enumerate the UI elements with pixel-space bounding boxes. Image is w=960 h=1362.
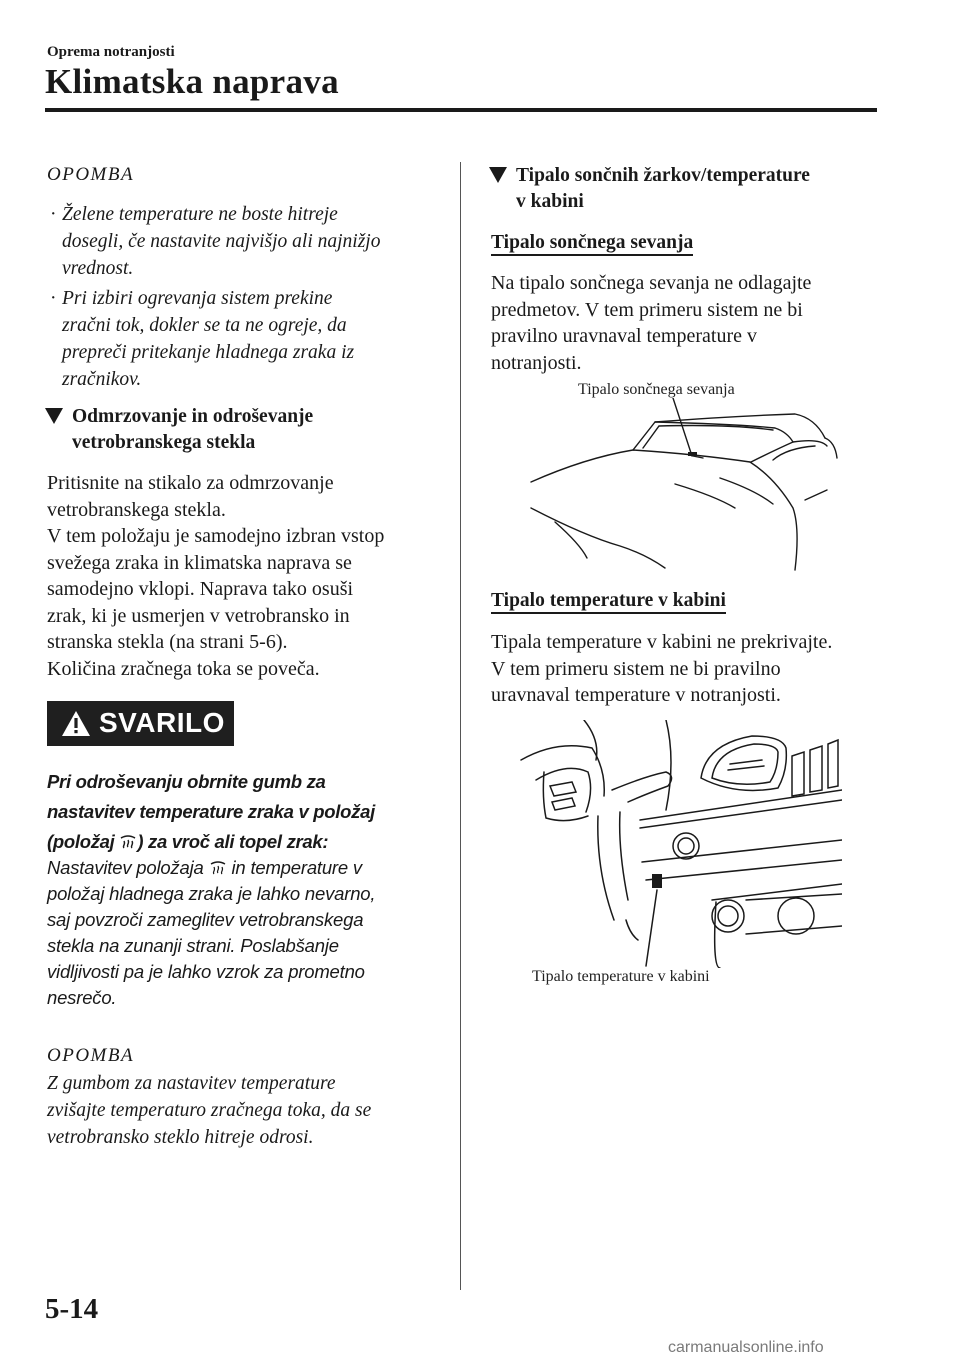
warning-bold-text bbox=[47, 767, 442, 857]
warning-line: saj povzroči zameglitev vetrobranskega bbox=[47, 909, 364, 930]
body-line: pravilno uravnaval temperature v bbox=[491, 325, 757, 347]
title-rule bbox=[45, 108, 877, 112]
warning-box bbox=[47, 701, 234, 746]
warning-text bbox=[47, 855, 442, 1011]
warning-fragment: in temperature v bbox=[226, 857, 362, 878]
note-bullet bbox=[47, 285, 442, 393]
body-line: predmetov. V tem primeru sistem ne bi bbox=[491, 298, 803, 321]
cabin-temp-heading-text: Tipalo temperature v kabini bbox=[491, 590, 726, 614]
chapter-title: Klimatska naprava bbox=[45, 62, 339, 101]
dashboard-illustration bbox=[516, 720, 842, 968]
bullet-dot: · bbox=[50, 288, 57, 309]
heading-line: Odmrzovanje in odroševanje bbox=[72, 406, 314, 427]
note-line: zračnikov. bbox=[62, 369, 142, 390]
bullet-dot: · bbox=[50, 204, 57, 225]
body-line: V tem položaju je samodejno izbran vstop bbox=[47, 525, 385, 547]
body-line: notranjosti. bbox=[491, 351, 582, 374]
note-line: zračni tok, dokler se ta ne ogreje, da bbox=[62, 315, 347, 336]
warning-bold-line bbox=[47, 827, 442, 857]
body-line: Na tipalo sončnega sevanja ne odlagajte bbox=[491, 272, 812, 294]
warning-bold-fragment: ) za vroč ali topel zrak: bbox=[137, 831, 329, 852]
note-line: Pri izbiri ogrevanja sistem prekine bbox=[62, 288, 333, 309]
warning-fragment: Nastavitev položaja bbox=[47, 857, 209, 878]
note-text bbox=[47, 1070, 442, 1151]
defrost-body bbox=[47, 470, 442, 682]
warning-line: nesrečo. bbox=[47, 987, 117, 1008]
warning-bold-line: Pri odroševanju obrnite gumb za bbox=[47, 771, 326, 792]
note-bullet bbox=[47, 201, 442, 282]
heading-line: Tipalo sončnih žarkov/temperature bbox=[516, 165, 810, 186]
column-divider bbox=[460, 162, 461, 1290]
note-line: Z gumbom za nastavitev temperature bbox=[47, 1073, 336, 1094]
note-line: dosegli, če nastavite najvišjo ali najnižjo bbox=[62, 231, 381, 252]
note-line: vetrobransko steklo hitreje odrosi. bbox=[47, 1127, 314, 1148]
windshield-defrost-icon bbox=[119, 833, 137, 849]
page-number: 5-14 bbox=[45, 1293, 99, 1325]
sunload-body bbox=[491, 270, 891, 376]
body-line: Pritisnite na stikalo za odmrzovanje bbox=[47, 472, 334, 494]
warning-line: vidljivosti pa je lahko vzrok za prometno bbox=[47, 961, 365, 982]
sunload-heading-text: Tipalo sončnega sevanja bbox=[491, 232, 693, 256]
warning-bold-line: nastavitev temperature zraka v položaj bbox=[47, 801, 375, 822]
note-line: prepreči pritekanje hladnega zraka iz bbox=[62, 342, 355, 363]
body-line: stranska stekla (na strani 5-6). bbox=[47, 631, 288, 653]
sunload-sensor-heading bbox=[491, 232, 693, 256]
warning-triangle-icon bbox=[61, 710, 91, 737]
body-line: V tem primeru sistem ne bi pravilno bbox=[491, 657, 781, 680]
cabin-temp-figure-caption: Tipalo temperature v kabini bbox=[532, 968, 710, 985]
body-line: svežega zraka in klimatska naprava se bbox=[47, 551, 352, 574]
note-bullet-list bbox=[47, 201, 442, 393]
windshield-defrost-icon bbox=[209, 859, 227, 875]
body-line: uravnaval temperature v notranjosti. bbox=[491, 684, 781, 706]
warning-line: položaj hladnega zraka je lahko nevarno, bbox=[47, 883, 376, 904]
heading-line: v kabini bbox=[516, 191, 584, 212]
cabin-temp-body bbox=[491, 629, 891, 709]
body-line: vetrobranskega stekla. bbox=[47, 498, 226, 521]
note-line: zvišajte temperaturo zračnega toka, da se bbox=[47, 1100, 372, 1121]
car-windshield-illustration bbox=[525, 398, 840, 574]
warning-line: stekla na zunanji strani. Poslabšanje bbox=[47, 935, 339, 956]
sunload-figure-caption: Tipalo sončnega sevanja bbox=[578, 381, 735, 398]
watermark: carmanualsonline.info bbox=[668, 1339, 824, 1356]
note-heading: OPOMBA bbox=[47, 1045, 135, 1066]
body-line: samodejno vklopi. Naprava tako osuši bbox=[47, 578, 354, 600]
triangle-marker-icon bbox=[45, 408, 63, 424]
note-heading: OPOMBA bbox=[47, 164, 135, 185]
warning-label: SVARILO bbox=[99, 707, 225, 738]
sensors-heading bbox=[491, 163, 901, 215]
body-line: Količina zračnega toka se poveča. bbox=[47, 657, 320, 680]
body-line: Tipala temperature v kabini ne prekrivajte. bbox=[491, 631, 833, 653]
body-line: zrak, ki je usmerjen v vetrobransko in bbox=[47, 604, 350, 627]
warning-bold-fragment: (položaj bbox=[47, 831, 120, 852]
note-line: Želene temperature ne boste hitreje bbox=[62, 204, 338, 225]
heading-line: vetrobranskega stekla bbox=[72, 432, 256, 453]
defrost-heading bbox=[47, 404, 452, 456]
note-line: vrednost. bbox=[62, 258, 134, 279]
warning-line bbox=[47, 855, 442, 881]
section-label: Oprema notranjosti bbox=[47, 44, 175, 60]
cabin-temp-sensor-heading bbox=[491, 590, 726, 614]
triangle-marker-icon bbox=[489, 167, 507, 183]
